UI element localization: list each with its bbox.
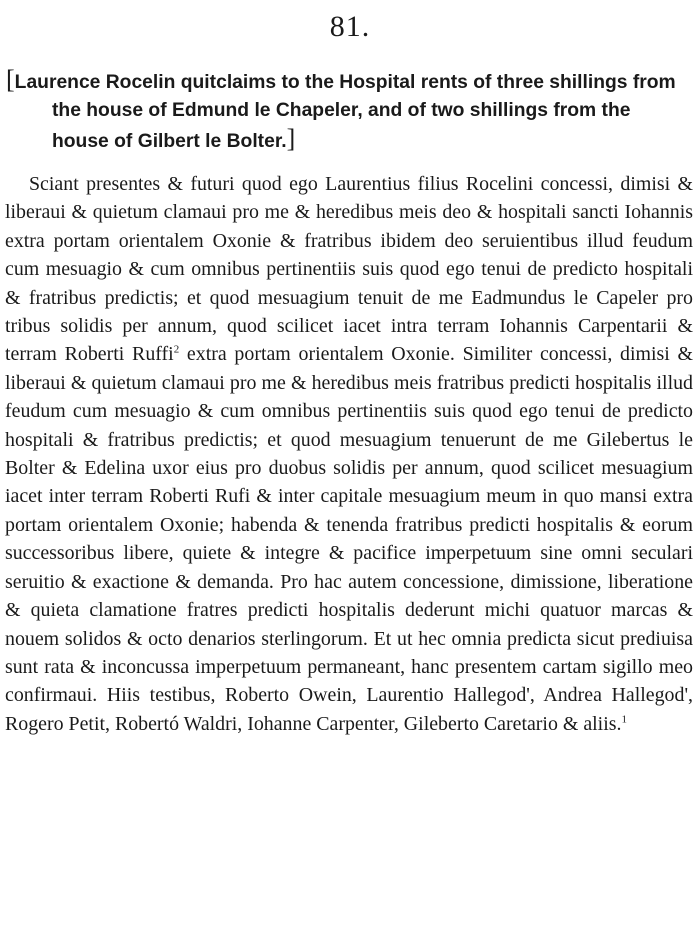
charter-heading (6, 66, 692, 156)
body-text-part-1: Sciant presentes & futuri quod ego Laurentius filius Rocelini concessi, dimisi & liberaui & quietum clamaui pro me & heredibus meis deo & hospitali sancti Iohannis extra portam orientalem Oxonie & fratribus ibidem deo seruientibus illud feudum cum mesuagio & cum omnibus pertinentiis suis quod ego tenui de predicto hospitali & fratribus predictis; et quod mesuagium tenuit de me Eadmundus le Capeler pro tribus solidis per annum, quod scilicet iacet intra terram Iohannis Carpentarii & terram Roberti Ruffi (5, 173, 693, 366)
footnote-reference: 1 (621, 713, 627, 726)
heading-close-bracket: ] (286, 124, 296, 153)
charter-number: 81. (329, 10, 371, 43)
heading-text: Laurence Rocelin quitclaims to the Hospital rents of three shillings from the house of Edmund le Chapeler, and of two shillings from the house of Gilbert le Bolter. (14, 72, 676, 152)
body-text-part-2: extra portam orientalem Oxonie. Similiter concessi, dimisi & liberaui & quietum clamaui pro me & heredibus meis fratribus predicti hospitalis illud feudum cum mesuagio & cum omnibus pertinentiis suis quod ego tenui de predicto hospitali & fratribus predictis; et quod mesuagium tenuerunt de me Gilebertus le Bolter & Edelina uxor eius pro duobus solidis per annum, quod scilicet mesuagium iacet inter terram Roberti Rufi & inter capitale mesuagium meum in quo mansi extra portam orientalem Oxonie; habenda & tenenda fratribus predicti hospitalis & eorum successoribus libere, quiete & integre & pacifice imperpetuum sine omni seculari seruitio & exactione & demanda. Pro hac autem concessione, dimissione, liberatione & quieta clamatione fratres predicti hospitalis dederunt michi quatuor marcas & nouem solidos & octo denarios sterlingorum. Et ut hec omnia predicta sicut prediuisa sunt rata & inconcussa imperpetuum permaneant, hanc presentem cartam sigillo meo confirmaui. Hiis testibus, Roberto Owein, Laurentio Hallegod', Andrea Hallegod', Rogero Petit, Robertó Waldri, Iohanne Carpenter, Gileberto Caretario & aliis. (5, 343, 693, 735)
heading-open-bracket: [ (6, 65, 15, 94)
charter-body (5, 170, 693, 738)
footnote-reference: 2 (173, 343, 180, 356)
